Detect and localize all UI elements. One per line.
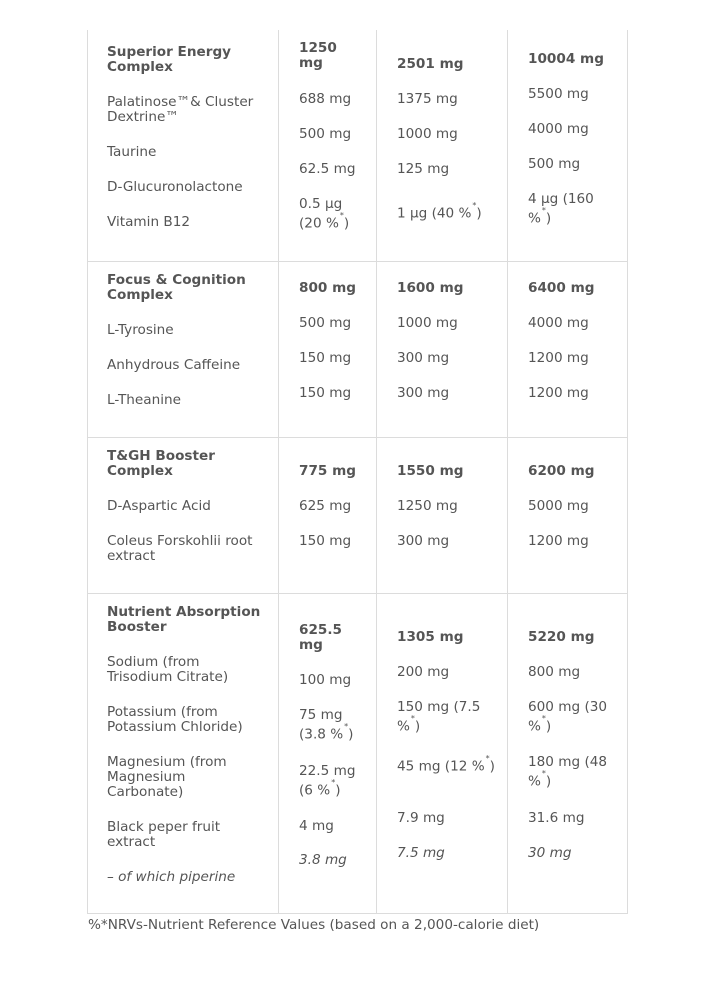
ingredient-value: 200 mg xyxy=(397,664,450,680)
ingredient-value: 5500 mg xyxy=(528,86,589,102)
section-total: 800 mg xyxy=(299,280,357,296)
ingredient-value: 800 mg xyxy=(528,664,581,680)
ingredient-value: 22.5 mg (6 %*) xyxy=(299,763,356,799)
ingredient-value: 1250 mg xyxy=(397,498,458,514)
ingredient-name: – of which piperine xyxy=(107,869,236,885)
ingredient-name: Vitamin B12 xyxy=(107,214,191,230)
ingredient-value: 5000 mg xyxy=(528,498,589,514)
ingredient-value: 150 mg xyxy=(299,350,352,366)
ingredient-name: Sodium (from Trisodium Citrate) xyxy=(107,654,229,685)
section-title: Focus & Cognition Complex xyxy=(107,272,246,303)
ingredient-name: L-Tyrosine xyxy=(107,322,174,338)
ingredient-value: 31.6 mg xyxy=(528,810,585,826)
ingredient-value: 180 mg (48 %*) xyxy=(528,754,608,790)
ingredient-name: D-Glucuronolactone xyxy=(107,179,243,195)
section-divider-3 xyxy=(87,593,628,594)
ingredient-value: 4000 mg xyxy=(528,315,589,331)
ingredient-name: Magnesium (from Magnesium Carbonate) xyxy=(107,754,227,800)
section-total: 2501 mg xyxy=(397,56,464,72)
footnote: %*NRVs-Nutrient Reference Values (based on a 2,000-calorie diet) xyxy=(88,917,540,933)
ingredient-value: 1200 mg xyxy=(528,350,589,366)
ingredient-value: 1375 mg xyxy=(397,91,458,107)
column-divider-1 xyxy=(278,30,279,914)
ingredient-value: 600 mg (30 %*) xyxy=(528,699,608,735)
ingredient-value: 500 mg xyxy=(299,315,352,331)
ingredient-name: Taurine xyxy=(107,144,157,160)
section-total: 1600 mg xyxy=(397,280,464,296)
column-divider-2 xyxy=(376,30,377,914)
ingredient-value: 300 mg xyxy=(397,385,450,401)
ingredient-name: Potassium (from Potassium Chloride) xyxy=(107,704,243,735)
ingredient-value: 62.5 mg xyxy=(299,161,356,177)
section-total: 5220 mg xyxy=(528,629,595,645)
column-divider-3 xyxy=(507,30,508,914)
table-border-left xyxy=(87,30,88,914)
ingredient-value: 1200 mg xyxy=(528,385,589,401)
ingredient-value: 625 mg xyxy=(299,498,352,514)
section-divider-2 xyxy=(87,437,628,438)
ingredient-value: 1 μg (40 %*) xyxy=(397,201,482,222)
ingredient-value: 7.5 mg xyxy=(397,845,445,861)
ingredient-value: 150 mg xyxy=(299,385,352,401)
section-total: 1305 mg xyxy=(397,629,464,645)
section-total: 1550 mg xyxy=(397,463,464,479)
ingredient-value: 1000 mg xyxy=(397,126,458,142)
ingredient-value: 1200 mg xyxy=(528,533,589,549)
ingredient-name: Coleus Forskohlii root extract xyxy=(107,533,253,564)
ingredient-value: 4000 mg xyxy=(528,121,589,137)
ingredient-value: 500 mg xyxy=(299,126,352,142)
ingredient-value: 500 mg xyxy=(528,156,581,172)
ingredient-name: Anhydrous Caffeine xyxy=(107,357,241,373)
ingredient-value: 0.5 μg (20 %*) xyxy=(299,196,350,232)
section-total: 6400 mg xyxy=(528,280,595,296)
section-total: 625.5 mg xyxy=(299,622,342,653)
section-total: 10004 mg xyxy=(528,51,604,67)
table-border-right xyxy=(627,30,628,914)
ingredient-value: 100 mg xyxy=(299,672,352,688)
section-total: 1250 mg xyxy=(299,40,337,71)
table-border-bottom xyxy=(87,913,628,914)
ingredient-value: 688 mg xyxy=(299,91,352,107)
ingredient-name: Palatinose™& Cluster Dextrine™ xyxy=(107,94,254,125)
section-total: 775 mg xyxy=(299,463,357,479)
ingredient-value: 300 mg xyxy=(397,533,450,549)
ingredient-value: 45 mg (12 %*) xyxy=(397,754,495,775)
section-title: Nutrient Absorption Booster xyxy=(107,604,261,635)
ingredient-name: D-Aspartic Acid xyxy=(107,498,211,514)
section-divider-1 xyxy=(87,261,628,262)
section-total: 6200 mg xyxy=(528,463,595,479)
ingredient-value: 75 mg (3.8 %*) xyxy=(299,707,354,743)
ingredient-value: 150 mg (7.5 %*) xyxy=(397,699,481,735)
ingredient-name: Black peper fruit extract xyxy=(107,819,221,850)
ingredient-value: 3.8 mg xyxy=(299,852,347,868)
ingredient-value: 125 mg xyxy=(397,161,450,177)
ingredient-name: L-Theanine xyxy=(107,392,181,408)
ingredient-value: 150 mg xyxy=(299,533,352,549)
section-title: T&GH Booster Complex xyxy=(107,448,215,479)
ingredient-value: 30 mg xyxy=(528,845,572,861)
ingredient-value: 7.9 mg xyxy=(397,810,445,826)
ingredient-value: 300 mg xyxy=(397,350,450,366)
ingredient-value: 1000 mg xyxy=(397,315,458,331)
ingredient-value: 4 mg xyxy=(299,818,334,834)
ingredient-value: 4 μg (160 %*) xyxy=(528,191,594,227)
section-title: Superior Energy Complex xyxy=(107,44,232,75)
